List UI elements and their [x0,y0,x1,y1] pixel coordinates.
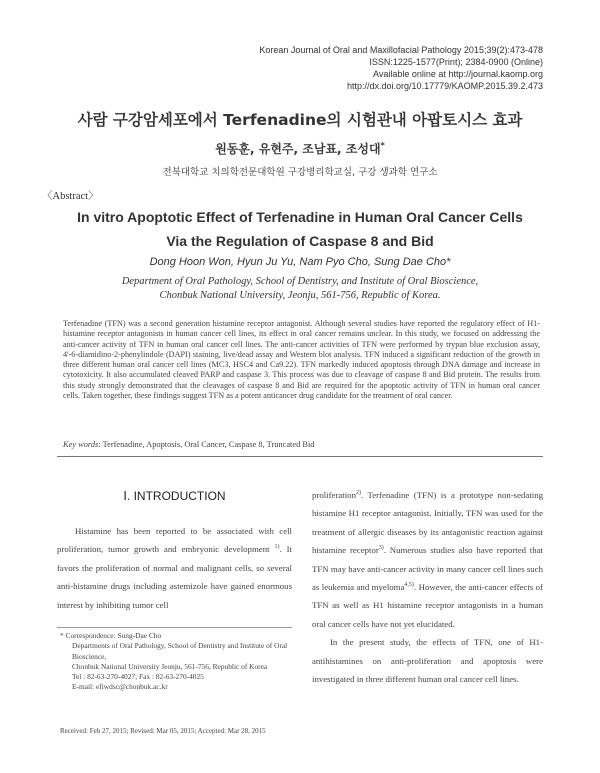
english-title-line1: In vitro Apoptotic Effect of Terfenadine in Human Oral Cancer Cells [77,209,523,225]
correspondence-footnote [60,631,292,693]
korean-authors [0,140,600,157]
english-title [0,205,600,253]
intro-left-column [57,522,292,614]
english-affiliation-line1: Department of Oral Pathology, School of Dentistry, and Institute of Oral Bioscience, [121,276,479,287]
intro-paragraph-2: In the present study, the effects of TFN, one of H1-antihistamines on anti-proliferation and apoptosis were investigated in three different human oral cancer cell lines. [312,637,543,685]
keywords-list: : Terfenadine, Apoptosis, Oral Cancer, Caspase 8, Truncated Bid [98,440,315,449]
korean-affiliation: 전북대학교 치의학전문대학원 구강병리학교실, 구강 생과학 연구소 [162,167,438,178]
section-heading: Ⅰ. INTRODUCTION [123,489,226,503]
footnote-phone: Tel : 82-63-270-4027; Fax : 82-63-270-4025 [72,672,204,682]
abstract-tag: 〈Abstract〉 [42,191,99,202]
keywords-label: Key words [63,440,99,449]
journal-citation: Korean Journal of Oral and Maxillofacial Pathology 2015;39(2):473-478 [259,45,543,55]
english-affiliation-line2: Chonbuk National University, Jeonju, 561-756, Republic of Korea. [159,290,441,301]
citation-ref: 2) [355,490,361,497]
citation-ref: 3) [378,545,384,552]
english-title-line2: Via the Regulation of Caspase 8 and Bid [166,233,434,249]
english-authors: Dong Hoon Won, Hyun Ju Yu, Nam Pyo Cho, Sung Dae Cho* [149,256,451,268]
footnote-correspondence: * Correspondence: Sung-Dae Cho [60,631,162,640]
english-affiliation [0,275,600,303]
journal-issn: ISSN:1225-1577(Print); 2384-0900 (Online) [369,57,543,67]
citation-ref: 1) [274,544,280,551]
intro-right-column [312,486,543,688]
korean-title: 사람 구강암세포에서 Terfenadine의 시험관내 아팝토시스 효과 [77,111,523,129]
footnote-department: Departments of Oral Pathology, School of Dentistry and Institute of Oral Bioscience, [72,641,288,661]
abstract-divider [57,456,543,457]
intro-paragraph-1-cont: proliferation$^{2)}$. Terfenadine (TFN) is a prototype non-sedating histamine H1 receptor antagonist. Initially, TFN was used for the treatment of allergic diseases by its antagonistic reaction against histamine receptor$^{3)}$. Numerous studies also have reported that TFN may have anti-cancer activity in many cancer cell lines such as leukemia and myeloma$^{4,5)}$. However, the anti-cancer effects of TFN as well as H1 histamine receptor antagonists in a human oral cancer cells have not yet elucidated. [312,490,543,629]
intro-paragraph-1: Histamine has been reported to be associated with cell proliferation, tumor growth and embryonic development $^{1)}$. It favors the proliferation of normal and malignant cells, so several anti-histamine drugs including astemizole have gained enormous interest by inhibiting tumor cell [57,526,292,610]
footnote-email[interactable]: E-mail: efiwdsc@chonbuk.ac.kr [72,682,168,692]
journal-header [259,44,543,92]
abstract-text: Terfenadine (TFN) was a second generation histamine receptor antagonist. Although several studies have reported the regulatory effect of H1-histamine receptor antagonists in human cancer cell lines, its effect in oral cancer remains unclear. In this study, we focused on addressing the anti-cancer activity of TFN in human oral cancer cell lines. The anti-cancer activities of TFN were performed by trypan blue exclusion assay, 4'-6-diamidino-2-phenylindole (DAPI) staining, live/dead assay and Western blot analysis. TFN induced a significant reduction of the growth in three different human oral cancer cell lines (MC3, HSC4 and Ca9.22). TFN markedly induced apoptosis through DNA damage and increase in cytotoxicity. It also accumulated cleaved PARP and caspase 3. This process was due to cleavage of caspase 8 and Bid protein. The results from this study strongly demonstrated that the cleavages of caspase 8 and Bid are required for the apoptotic activity of TFN in human oral cancer cells. Taken together, these findings suggest TFN as a potent anticancer drug candidate for the treatment of oral cancer. [63,319,540,401]
journal-doi[interactable]: http://dx.doi.org/10.17779/KAOMP.2015.39.2.473 [347,81,543,91]
korean-author-names: 원동훈, 유현주, 조남표, 조성대 [215,142,381,156]
keywords [63,440,314,449]
citation-ref: 4,5) [404,582,414,589]
received-dates: Received: Feb 27, 2015; Revised: Mar 05, 2015; Accepted: Mar 28, 2015 [60,727,266,735]
footnote-divider [57,627,292,628]
journal-url[interactable]: Available online at http://journal.kaomp.org [373,69,543,79]
corresponding-mark: * [380,141,385,150]
footnote-address: Chonbuk National University Jeonju, 561-756, Republic of Korea [72,661,268,671]
